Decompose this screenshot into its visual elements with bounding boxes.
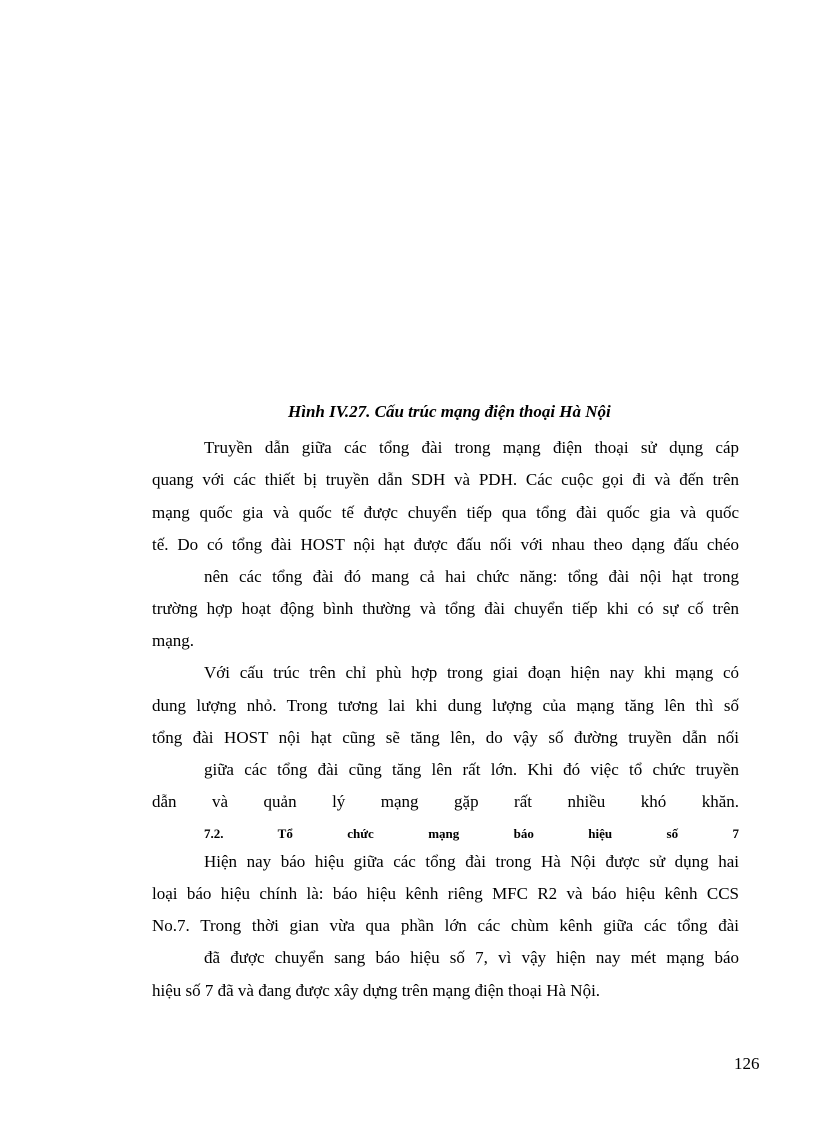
paragraph-line: tổng đài HOST nội hạt cũng sẽ tăng lên, do vậy số đường truyền dẫn nối	[152, 728, 739, 747]
section-heading: 7.2. Tổ chức mạng báo hiệu số 7	[204, 826, 739, 841]
paragraph-line: Truyền dẫn giữa các tổng đài trong mạng điện thoại sử dụng cáp	[204, 438, 739, 457]
paragraph-line: hiệu số 7 đã và đang được xây dựng trên mạng điện thoại Hà Nội.	[152, 981, 601, 1000]
paragraph-line: loại báo hiệu chính là: báo hiệu kênh riêng MFC R2 và báo hiệu kênh CCS	[152, 884, 739, 903]
paragraph-line: nên các tổng đài đó mang cả hai chức năng: tổng đài nội hạt trong	[204, 567, 739, 586]
paragraph-line: tế. Do có tổng đài HOST nội hạt được đấu nối với nhau theo dạng đấu chéo	[152, 535, 739, 554]
paragraph-line: mạng.	[152, 631, 195, 650]
paragraph-line: dung lượng nhỏ. Trong tương lai khi dung lượng của mạng tăng lên thì số	[152, 696, 739, 715]
paragraph-line: Với cấu trúc trên chỉ phù hợp trong giai đoạn hiện nay khi mạng có	[204, 663, 739, 682]
paragraph-line: Hiện nay báo hiệu giữa các tổng đài trong Hà Nội được sử dụng hai	[204, 852, 739, 871]
paragraph-line: dẫn và quản lý mạng gặp rất nhiều khó khăn.	[152, 792, 739, 811]
paragraph-line: đã được chuyển sang báo hiệu số 7, vì vậy hiện nay mét mạng báo	[204, 948, 739, 967]
paragraph-line: trường hợp hoạt động bình thường và tổng đài chuyển tiếp khi có sự cố trên	[152, 599, 739, 618]
paragraph-line: mạng quốc gia và quốc tế được chuyển tiếp qua tổng đài quốc gia và quốc	[152, 503, 739, 522]
figure-caption: Hình IV.27. Cấu trúc mạng điện thoại Hà Nội	[288, 402, 611, 421]
paragraph-line: quang với các thiết bị truyền dẫn SDH và PDH. Các cuộc gọi đi và đến trên	[152, 470, 739, 489]
page-number: 126	[734, 1054, 760, 1073]
paragraph-line: giữa các tổng đài cũng tăng lên rất lớn. Khi đó việc tổ chức truyền	[204, 760, 739, 779]
paragraph-line: No.7. Trong thời gian vừa qua phần lớn các chùm kênh giữa các tổng đài	[152, 916, 739, 935]
